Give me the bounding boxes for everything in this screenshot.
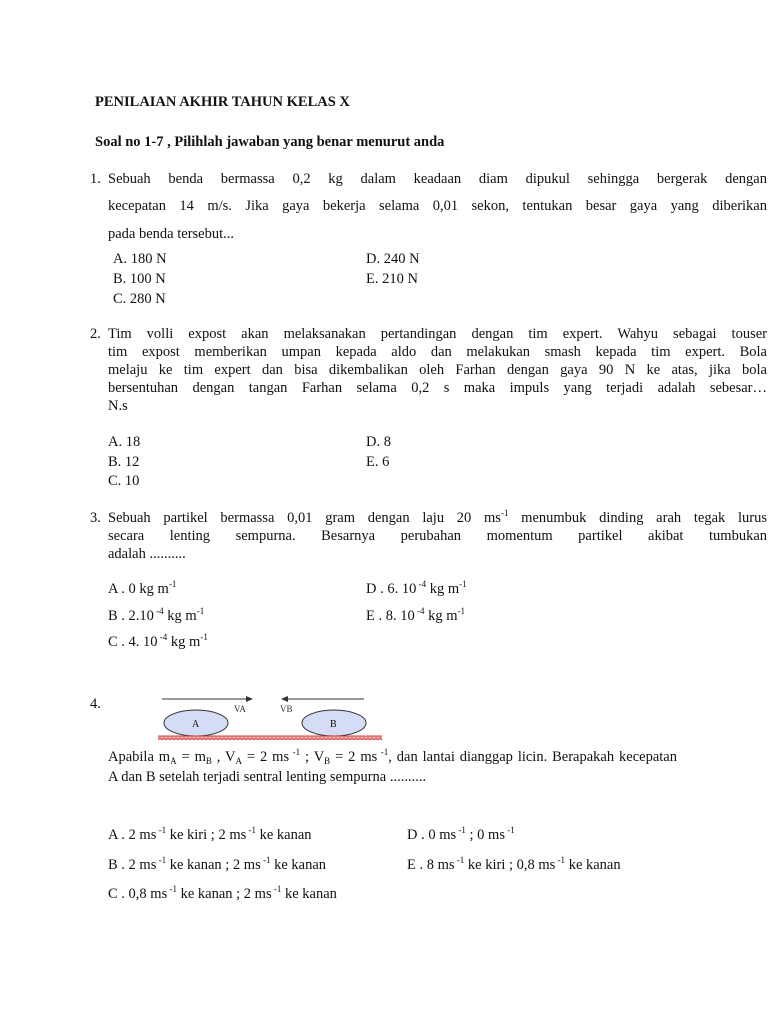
ball-b-label: B — [330, 719, 337, 730]
superscript: -1 — [459, 579, 467, 589]
option-a — [108, 827, 312, 844]
arrow-head — [246, 696, 253, 702]
text-fragment: kg m — [426, 581, 460, 597]
text-fragment: kg m — [163, 608, 197, 624]
text-fragment: menumbuk dinding arah tegak lurus — [508, 510, 767, 526]
option-d: D. 8 — [366, 434, 391, 450]
question-number: 3. — [90, 510, 101, 526]
text-fragment: ke kanan — [281, 886, 337, 902]
superscript: -1 — [454, 855, 465, 865]
superscript: -1 — [289, 747, 301, 757]
option-e: E. 210 N — [366, 271, 418, 287]
option-b — [108, 608, 204, 625]
subscript: A — [235, 756, 243, 766]
option-e: E. 6 — [366, 454, 390, 470]
superscript: -1 — [457, 606, 466, 616]
text-fragment: = 2 ms — [242, 749, 290, 765]
option-b — [108, 857, 326, 874]
option-e — [366, 608, 465, 625]
option-d — [366, 581, 467, 598]
option-a: A. 18 — [108, 434, 141, 450]
superscript: -1 — [167, 884, 177, 894]
question-text-line: bersentuhan dengan tangan Farhan selama 0,2 s maka impuls yang terjadi adalah sebesar… — [108, 380, 767, 396]
label-vb: VB — [280, 704, 293, 714]
collision-figure — [158, 694, 384, 746]
question-number: 1. — [90, 171, 101, 187]
superscript: -1 — [500, 508, 509, 518]
text-fragment: C . 4. 10 — [108, 634, 158, 650]
question-number: 2. — [90, 326, 101, 342]
superscript: -1 — [456, 825, 466, 835]
text-fragment: E . 8 ms — [407, 857, 455, 873]
page-title: PENILAIAN AKHIR TAHUN KELAS X — [95, 94, 350, 110]
superscript: -1 — [168, 579, 177, 589]
ball-a-label: A — [192, 719, 200, 730]
question-text-line: secara lenting sempurna. Besarnya perubahan momentum partikel akibat tumbukan — [108, 528, 767, 544]
question-text-line: A dan B setelah terjadi sentral lenting sempurna .......... — [108, 769, 427, 785]
superscript: -1 — [246, 825, 256, 835]
question-text-line — [108, 749, 677, 766]
superscript: -1 — [260, 855, 271, 865]
text-fragment: B . 2.10 — [108, 608, 154, 624]
superscript: -4 — [416, 579, 427, 589]
text-fragment: Sebuah partikel bermassa 0,01 gram dengan laju 20 ms — [108, 510, 501, 526]
text-fragment: ke kanan ; 2 ms — [166, 857, 261, 873]
text-fragment: B . 2 ms — [108, 857, 157, 873]
superscript: -1 — [555, 855, 566, 865]
option-c: C. 280 N — [113, 291, 166, 307]
text-fragment: D . 0 ms — [407, 827, 457, 843]
subscript: A — [170, 756, 177, 766]
option-e — [407, 857, 621, 874]
text-fragment: ke kiri ; 2 ms — [166, 827, 247, 843]
text-fragment: E . 8. 10 — [366, 608, 415, 624]
text-fragment: , V — [211, 749, 236, 765]
question-text-line: Sebuah benda bermassa 0,2 kg dalam keadaan diam dipukul sehingga bergerak dengan — [108, 171, 767, 187]
option-a: A. 180 N — [113, 251, 167, 267]
text-fragment: ; 0 ms — [465, 827, 505, 843]
superscript: -4 — [157, 632, 168, 642]
text-fragment: = 2 ms — [330, 749, 378, 765]
text-fragment: ke kanan ; 2 ms — [176, 886, 272, 902]
text-fragment: = m — [176, 749, 206, 765]
superscript: -1 — [156, 825, 167, 835]
superscript: -1 — [156, 855, 167, 865]
option-c: C. 10 — [108, 473, 140, 489]
superscript: -1 — [504, 825, 515, 835]
text-fragment: ; V — [300, 749, 325, 765]
instruction-text: Soal no 1-7 , Pilihlah jawaban yang benar menurut anda — [95, 134, 445, 150]
superscript: -1 — [200, 632, 208, 642]
option-a — [108, 581, 176, 598]
text-fragment: A . 0 kg m — [108, 581, 169, 597]
option-c — [108, 634, 208, 651]
superscript: -4 — [414, 606, 425, 616]
text-fragment: , dan lantai dianggap licin. Berapakah kecepatan — [388, 749, 677, 765]
question-text-line: adalah .......... — [108, 546, 186, 562]
subscript: B — [324, 756, 331, 766]
question-text-line — [108, 510, 767, 527]
question-number: 4. — [90, 696, 101, 712]
subscript: B — [205, 756, 212, 766]
question-text-line: tim expost memberikan umpan kepada aldo dan melakukan smash kepada tim expert. Bola — [108, 344, 767, 360]
option-b: B. 100 N — [113, 271, 166, 287]
question-text-line: melaju ke tim expert dan bisa dikembalikan oleh Farhan dengan gaya 90 N ke atas, jika bola — [108, 362, 767, 378]
superscript: -1 — [271, 884, 282, 894]
text-fragment: A . 2 ms — [108, 827, 157, 843]
text-fragment: C . 0,8 ms — [108, 886, 168, 902]
option-d — [407, 827, 515, 844]
arrow-head — [281, 696, 288, 702]
question-text-line: Tim volli expost akan melaksanakan pertandingan dengan tim expert. Wahyu sebagai touser — [108, 326, 767, 342]
superscript: -1 — [196, 606, 205, 616]
question-text-line: kecepatan 14 m/s. Jika gaya bekerja selama 0,01 sekon, tentukan besar gaya yang diberikan — [108, 198, 767, 214]
text-fragment: D . 6. 10 — [366, 581, 417, 597]
text-fragment: Apabila m — [108, 749, 171, 765]
option-b: B. 12 — [108, 454, 140, 470]
question-text-line: N.s — [108, 398, 128, 414]
label-va: VA — [234, 704, 246, 714]
superscript: -4 — [153, 606, 164, 616]
option-c — [108, 886, 337, 903]
option-d: D. 240 N — [366, 251, 420, 267]
text-fragment: ke kiri ; 0,8 ms — [464, 857, 556, 873]
text-fragment: ke kanan — [565, 857, 621, 873]
text-fragment: kg m — [424, 608, 458, 624]
text-fragment: ke kanan — [256, 827, 312, 843]
text-fragment: kg m — [167, 634, 201, 650]
text-fragment: ke kanan — [270, 857, 327, 873]
superscript: -1 — [377, 747, 389, 757]
question-text-line: pada benda tersebut... — [108, 226, 235, 242]
